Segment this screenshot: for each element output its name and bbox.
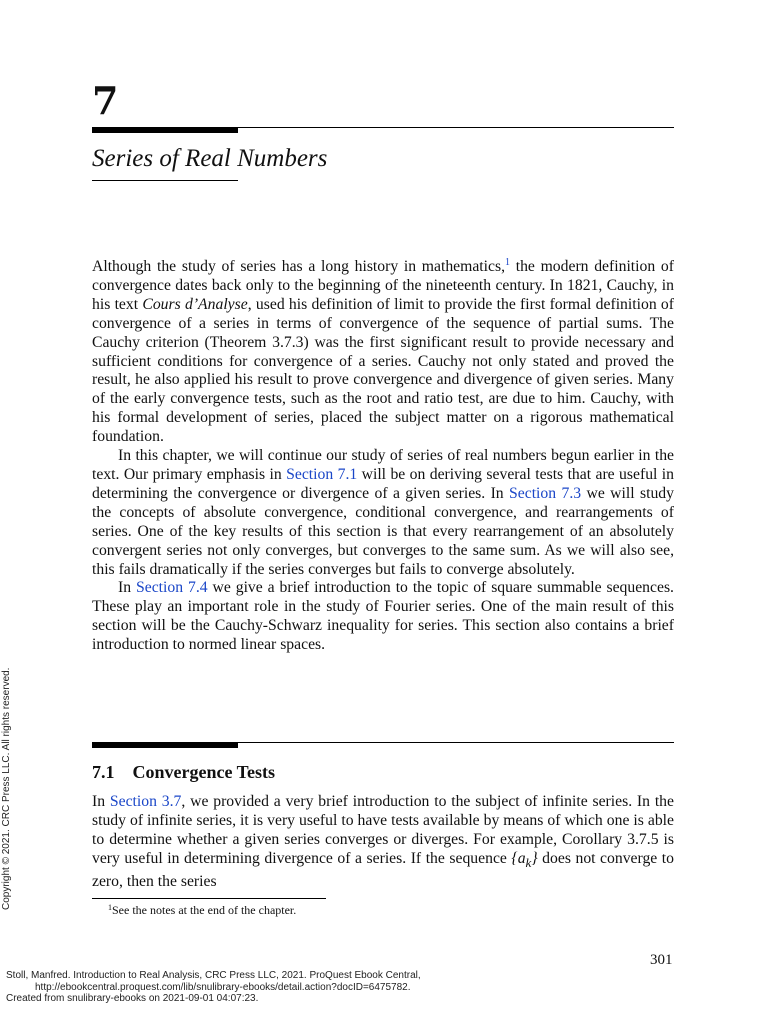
section-link-3-7[interactable]: Section 3.7 xyxy=(109,793,182,810)
text-run: the modern definition of convergence dates back only to the beginning of the nineteenth century. In 1821, Cauchy, in his text xyxy=(92,258,674,313)
footnote-mark: 1 xyxy=(108,903,112,912)
intro-paragraph-1 xyxy=(92,258,674,447)
side-copyright-notice: Copyright © 2021. CRC Press LLC. All rights reserved. xyxy=(1,667,12,910)
citation-url[interactable]: http://ebookcentral.proquest.com/lib/snulibrary-ebooks/detail.action?docID=6475782. xyxy=(35,981,411,993)
section-link-7-1[interactable]: Section 7.1 xyxy=(286,465,358,483)
text-run: In this chapter, we will continue our study of series of real numbers begun earlier in the text. Our primary emphasis in xyxy=(92,447,674,483)
chapter-title: Series of Real Numbers xyxy=(92,145,328,172)
intro-paragraph-2 xyxy=(92,447,674,579)
text-run: , we provided a very brief introduction to the subject of infinite series. In the study of infinite series, it is very useful to have tests available by means of which one is able to determine whether a given series converges or diverges. For example, Corollary 3.7.5 is very useful in determining divergence of a series. If the sequence xyxy=(92,793,674,867)
page-number: 301 xyxy=(650,952,673,968)
section-number: 7.1 xyxy=(92,762,115,782)
text-run: we give a brief introduction to the topic of square summable sequences. These play an important role in the study of Fourier series. One of the main result of this section will be the Cauchy-Schwarz inequality for series. This section also contains a brief introduction to normed linear spaces. xyxy=(92,579,674,654)
text-run: In xyxy=(92,793,110,810)
text-run: In xyxy=(118,579,136,597)
section-body xyxy=(92,793,674,892)
chapter-title-underline xyxy=(92,180,238,181)
book-title: Cours d’Analyse xyxy=(142,295,248,313)
chapter-rule-thick xyxy=(92,127,238,133)
citation-line-3: Created from snulibrary-ebooks on 2021-09-01 04:07:23. xyxy=(6,993,259,1004)
text-run: , used his definition of limit to provide the first formal definition of convergence of a series in terms of convergence of the sequence of partial sums. The Cauchy criterion (Theorem 3.7.3) was the first significant result to provide necessary and sufficient conditions for convergence of a series. Cauchy not only stated and proved the result, he also applied his result to prove convergence and divergence of given series. Many of the early convergence tests, such as the root and ratio test, are due to him. Cauchy, with his formal development of series, placed the subject matter on a rigorous mathematical foundation. xyxy=(92,295,674,446)
text-run: will be on deriving several tests that are useful in determining the convergence or divergence of a given series. In xyxy=(92,465,675,502)
math-subscript: k xyxy=(525,854,532,870)
section-title: Convergence Tests xyxy=(132,762,275,782)
section-rule-thin xyxy=(238,742,674,743)
footnote-text: See the notes at the end of the chapter. xyxy=(112,903,297,917)
chapter-number: 7 xyxy=(92,78,119,123)
section-paragraph-1 xyxy=(92,793,674,892)
math-brace-open: {a xyxy=(511,849,526,867)
citation-line-1: Stoll, Manfred. Introduction to Real Analysis, CRC Press LLC, 2021. ProQuest Ebook Central, xyxy=(6,970,421,981)
section-link-7-3[interactable]: Section 7.3 xyxy=(509,484,582,502)
footnote-ref[interactable]: 1 xyxy=(505,257,511,268)
section-heading xyxy=(92,762,275,783)
intro-paragraph-3 xyxy=(92,579,674,655)
footnote-rule xyxy=(92,898,326,899)
citation-footer xyxy=(6,970,421,1005)
chapter-rule-thin xyxy=(238,127,674,128)
math-sequence xyxy=(511,849,538,870)
section-link-7-4[interactable]: Section 7.4 xyxy=(136,579,208,597)
text-run: Although the study of series has a long history in mathematics, xyxy=(92,258,506,275)
section-rule-thick xyxy=(92,742,238,748)
text-run: does not converge to zero, then the series xyxy=(92,849,674,890)
math-brace-close: } xyxy=(531,849,538,867)
text-run: we will study the concepts of absolute convergence, conditional convergence, and rearrangements of series. One of the key results of this section is that every rearrangement of an absolutely convergent series not only converges, but converges to the same sum. As we will also see, this fails dramatically if the series converges but fails to converge absolutely. xyxy=(92,484,674,578)
footnote xyxy=(108,903,296,918)
chapter-intro xyxy=(92,258,674,655)
